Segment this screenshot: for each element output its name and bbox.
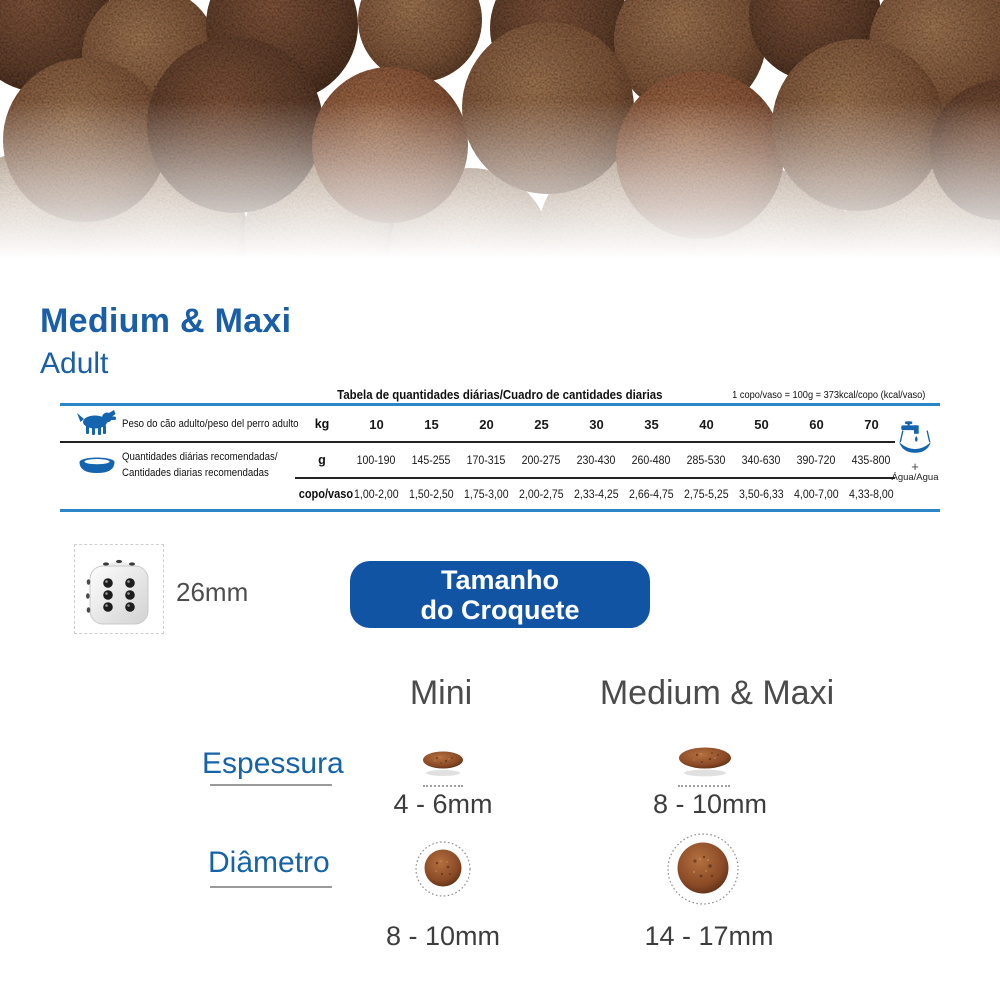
cups-value (459, 487, 514, 501)
kibble-photo (0, 0, 1000, 258)
grams-value-text: 260-480 (632, 453, 671, 467)
weight-value: 40 (699, 416, 714, 432)
weight-value: 60 (809, 416, 824, 432)
table-conversion-note (700, 389, 938, 401)
grams-value (459, 453, 514, 467)
cups-value-text: 4,33-8,00 (849, 487, 894, 501)
cups-value (624, 487, 679, 501)
grams-value-text: 285-530 (687, 453, 726, 467)
thickness-underline (210, 784, 332, 786)
water-tap-icon (895, 419, 935, 457)
thickness-label: Espessura (202, 747, 344, 780)
dice-box (74, 544, 164, 634)
grams-value (789, 453, 844, 467)
page-title: Medium & Maxi (40, 302, 292, 340)
cups-value-text: 2,75-5,25 (684, 487, 729, 501)
cups-row (295, 479, 899, 509)
weight-row (295, 407, 899, 441)
thickness-medium-value: 8 - 10mm (652, 789, 768, 819)
diameter-underline (210, 886, 332, 888)
cups-value (404, 487, 459, 501)
amount-label-line2 (122, 467, 289, 479)
cups-value-text: 1,00-2,00 (354, 487, 399, 501)
badge-line1: Tamanho (440, 564, 559, 595)
table-title-text: Tabela de quantidades diárias/Cuadro de cantidades diarias (337, 387, 663, 402)
page-subtitle: Adult (40, 347, 109, 380)
table-bottom-rule (60, 509, 940, 512)
cups-value-text: 1,75-3,00 (464, 487, 509, 501)
water-block (888, 419, 942, 483)
grams-value-text: 145-255 (412, 453, 451, 467)
kibble-top-icon (414, 840, 472, 898)
water-label: Água/Agua (891, 472, 939, 483)
weight-row-label-text: Peso do cão adulto/peso del perro adulto (122, 418, 299, 430)
cups-value-text: 2,66-4,75 (629, 487, 674, 501)
cups-value-text: 2,33-4,25 (574, 487, 619, 501)
grams-value-text: 100-190 (357, 453, 396, 467)
badge-line2: do Croquete (420, 594, 580, 625)
grams-value (349, 453, 404, 467)
cups-value (844, 487, 899, 501)
weight-value: 20 (479, 416, 494, 432)
amount-label-line2-text: Cantidades diarias recomendadas (122, 467, 269, 479)
cups-value (569, 487, 624, 501)
cups-value-text: 4,00-7,00 (794, 487, 839, 501)
cups-value (734, 487, 789, 501)
grams-value-text: 200-275 (522, 453, 561, 467)
cups-value-text: 1,50-2,50 (409, 487, 454, 501)
diameter-mini-value: 8 - 10mm (385, 921, 501, 951)
cups-value (349, 487, 404, 501)
cups-value-text: 3,50-6,33 (739, 487, 784, 501)
weight-unit: kg (314, 417, 330, 431)
grams-value (679, 453, 734, 467)
grams-unit: g (318, 453, 326, 467)
grams-value (514, 453, 569, 467)
column-header-mini: Mini (409, 674, 473, 712)
grams-value-text: 170-315 (467, 453, 506, 467)
weight-row-label (122, 418, 323, 430)
diameter-medium-value: 14 - 17mm (644, 921, 774, 951)
thickness-mini-measure-line (423, 785, 463, 787)
weight-value: 10 (369, 416, 384, 432)
weight-value: 30 (589, 416, 604, 432)
table-top-rule (60, 403, 940, 406)
grams-value (569, 453, 624, 467)
cups-unit-text: copo/vaso (298, 487, 354, 501)
dice-caption: 26mm (176, 577, 249, 607)
grams-value-text: 230-430 (577, 453, 616, 467)
table-conversion-note-text: 1 copo/vaso = 100g = 373kcal/copo (kcal/vaso) (731, 389, 925, 401)
cups-value (789, 487, 844, 501)
grams-value-text: 435-800 (852, 453, 891, 467)
thickness-medium-measure-line (678, 785, 730, 787)
kibble-side-icon (672, 742, 738, 782)
weight-value: 25 (534, 416, 549, 432)
cups-value-text: 2,00-2,75 (519, 487, 564, 501)
diameter-label: Diâmetro (208, 846, 330, 879)
amount-label-line1 (122, 451, 299, 463)
weight-value: 70 (864, 416, 879, 432)
grams-value-text: 390-720 (797, 453, 836, 467)
cups-unit (295, 487, 354, 501)
grams-value (624, 453, 679, 467)
grams-row (295, 443, 899, 477)
cups-value (514, 487, 569, 501)
cups-value (679, 487, 734, 501)
kibble-side-icon (413, 746, 473, 782)
amount-label-line1-text: Quantidades diárias recomendadas/ (122, 451, 278, 463)
dice-image (75, 545, 163, 633)
grams-value-text: 340-630 (742, 453, 781, 467)
weight-value: 35 (644, 416, 659, 432)
dog-icon (76, 410, 118, 436)
table-title (280, 387, 720, 402)
kibble-top-icon (666, 832, 740, 906)
column-header-medium-maxi: Medium & Maxi (599, 674, 835, 712)
kibble-size-badge[interactable] (350, 561, 650, 628)
grams-value (404, 453, 459, 467)
grams-value (734, 453, 789, 467)
water-plus: + (911, 459, 919, 474)
thickness-mini-value: 4 - 6mm (393, 789, 493, 819)
weight-value: 50 (754, 416, 769, 432)
bowl-icon (78, 457, 116, 477)
weight-value: 15 (424, 416, 439, 432)
